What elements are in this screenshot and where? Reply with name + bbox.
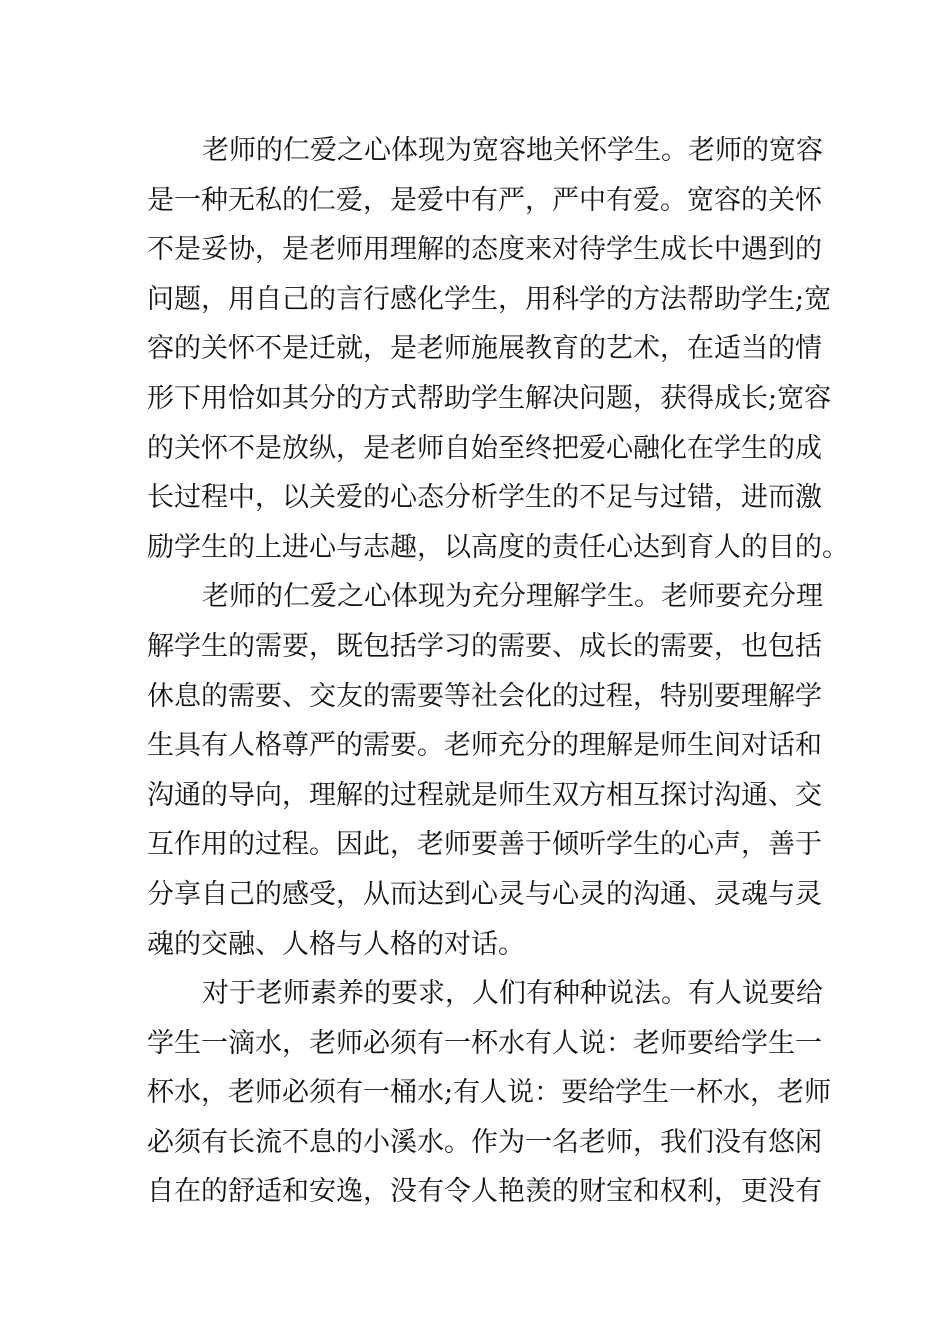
text-line: 杯水，老师必须有一桶水;有人说：要给学生一杯水，老师 <box>147 1077 832 1109</box>
text-line: 长过程中，以关爱的心态分析学生的不足与过错，进而激 <box>147 482 822 514</box>
text-line: 老师的仁爱之心体现为充分理解学生。老师要充分理 <box>202 581 823 613</box>
text-line: 是一种无私的仁爱，是爱中有严，严中有爱。宽容的关怀 <box>147 184 822 216</box>
text-line: 魂的交融、人格与人格的对话。 <box>147 928 525 960</box>
text-line: 互作用的过程。因此，老师要善于倾听学生的心声，善于 <box>147 829 822 861</box>
text-line: 分享自己的感受，从而达到心灵与心灵的沟通、灵魂与灵 <box>147 878 822 910</box>
text-line: 容的关怀不是迁就，是老师施展教育的艺术，在适当的情 <box>147 333 822 365</box>
text-line: 问题，用自己的言行感化学生，用科学的方法帮助学生;宽 <box>147 283 832 315</box>
text-line: 学生一滴水，老师必须有一杯水有人说：老师要给学生一 <box>147 1027 822 1059</box>
paragraph-3 <box>147 969 832 1217</box>
text-line: 沟通的导向，理解的过程就是师生双方相互探讨沟通、交 <box>147 779 822 811</box>
text-line: 老师的仁爱之心体现为宽容地关怀学生。老师的宽容 <box>202 135 823 166</box>
text-line: 不是妥协，是老师用理解的态度来对待学生成长中遇到的 <box>147 234 822 266</box>
paragraph-1 <box>147 126 849 572</box>
text-line: 对于老师素养的要求，人们有种种说法。有人说要给 <box>202 978 823 1010</box>
text-line: 自在的舒适和安逸，没有令人艳羡的财宝和权利，更没有 <box>147 1176 822 1208</box>
text-line: 必须有长流不息的小溪水。作为一名老师，我们没有悠闲 <box>147 1126 822 1158</box>
text-line: 生具有人格尊严的需要。老师充分的理解是师生间对话和 <box>147 730 822 762</box>
document-body <box>147 126 849 1217</box>
text-line: 形下用恰如其分的方式帮助学生解决问题，获得成长;宽容 <box>147 382 832 414</box>
text-line: 的关怀不是放纵，是老师自始至终把爱心融化在学生的成 <box>147 432 822 464</box>
text-line: 励学生的上进心与志趣，以高度的责任心达到育人的目的。 <box>147 531 849 563</box>
text-line: 休息的需要、交友的需要等社会化的过程，特别要理解学 <box>147 680 822 712</box>
text-line: 解学生的需要，既包括学习的需要、成长的需要，也包括 <box>147 630 822 662</box>
paragraph-2 <box>147 572 823 969</box>
